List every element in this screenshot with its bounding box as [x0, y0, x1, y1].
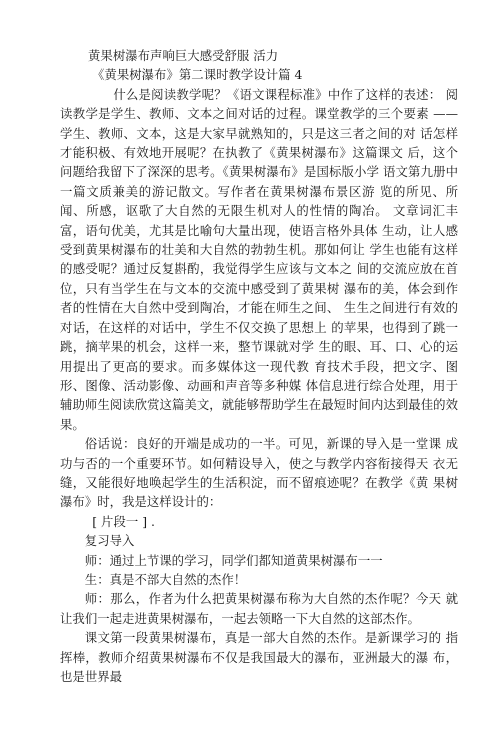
document-subtitle: 《黄果树瀑布》第二课时教学设计篇 4 [92, 67, 303, 83]
intro-paragraph: 什么是阅读教学呢？《语文课程标准》中作了这样的表述： 阅读教学是学生、教师、文本之间对话的过程。课堂教学的三个要素 ——学生、教师、文本，这是大家早就熟知的，只是这三者之间的对 话怎样才能积极、有效地开展呢？在执教了《黄果树瀑布》这篇课文 后，这个问题给我留下了深深的思考。《黄果树瀑布》是国标版小学 语文第九册中一篇文质兼美的游记散文。写作者在黄果树瀑布景区游 览的所见、所闻、所感，讴歌了大自然的无限生机对人的性情的陶冶。 文章词汇丰富，语句优美，尤其是比喻句大量出现，使语言格外具体 生动，让人感受到黄果树瀑布的壮美和大自然的勃勃生机。那如何让 学生也能有这样的感受呢？通过反复斟酌，我觉得学生应该与文本之 间的交流应放在首位，只有当学生在与文本的交流中感受到了黄果树 瀑布的美，体会到作者的性情在大自然中受到陶冶，才能在师生之间、 生生之间进行有效的对话，在这样的对话中，学生不仅交换了思想上 的苹果，也得到了跳一跳，摘苹果的机会，这样一来，整节课就对学 生的眼、耳、口、心的运用提出了更高的要求。而多媒体这一现代教 育技术手段，把文字、图形、图像、活动影像、动画和声音等多种媒 体信息进行综合处理，用于辅助师生阅读欣赏这篇美文，就能够帮助学生在最短时间内达到最佳的效果。 [60, 86, 458, 432]
section-title: 复习导入 [84, 533, 135, 549]
closing-paragraph: 课文第一段黄果树瀑布，真是一部大自然的杰作。是新课学习的 指挥棒，教师介绍黄果树瀑布不仅是我国最大的瀑布，亚洲最大的瀑 布，也是世界最 [60, 630, 458, 684]
segment-label: [ 片段一 ] . [92, 513, 156, 529]
teacher-paragraph: 师：那么，作者为什么把黄果树瀑布称为大自然的杰作呢？今天 就让我们一起走进黄果树瀑布，一起去领略一下大自然的这部杰作。 [60, 591, 458, 626]
dialogue-line-teacher: 师：通过上节课的学习，同学们都知道黄果树瀑布一一 [84, 552, 383, 568]
lead-in-paragraph: 俗话说：良好的开端是成功的一半。可见，新课的导入是一堂课 成功与否的一个重要环节。如何精设导入，使之与教学内容衔接得天 衣无缝，又能很好地唤起学生的生活积淀，而不留痕迹呢？在教学《黄 果树瀑布》时，我是这样设计的： [60, 436, 458, 510]
document-page [60, 46, 458, 686]
document-header-line: 黄果树瀑布声响巨大感受舒服 活力 [88, 48, 279, 63]
dialogue-line-student: 生：真是不部大自然的杰作！ [84, 571, 247, 587]
